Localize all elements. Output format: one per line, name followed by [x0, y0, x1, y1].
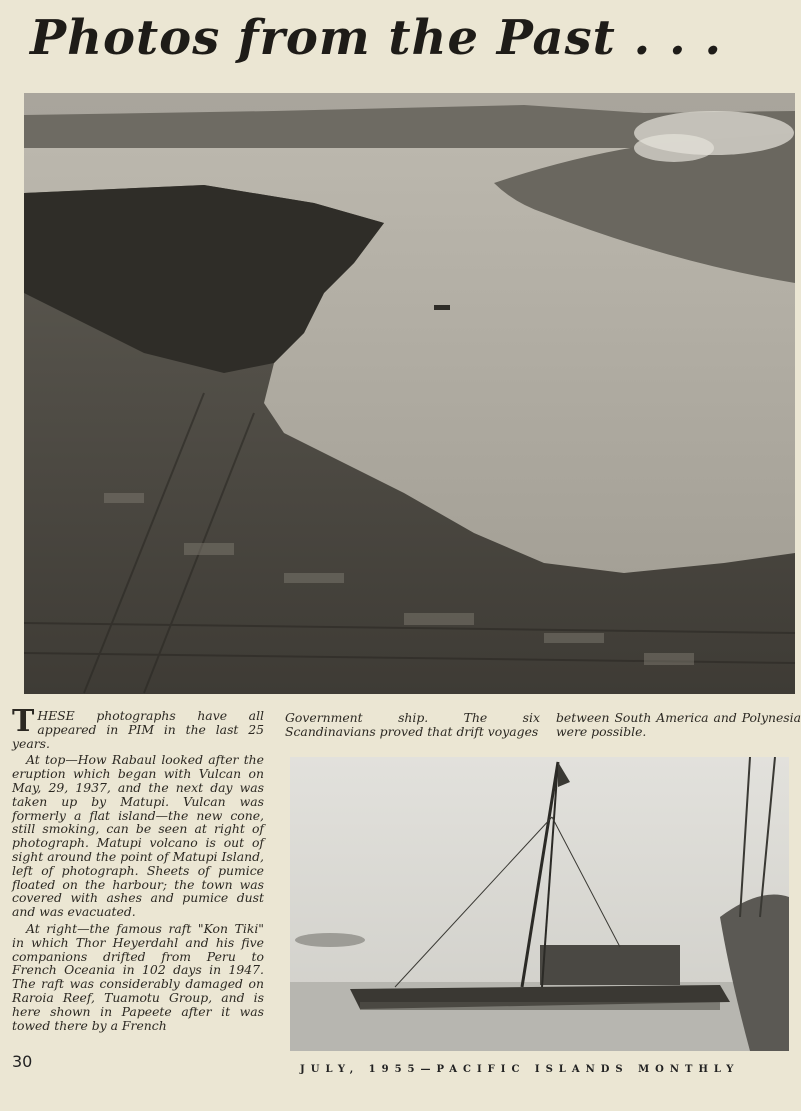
caption-continuation-2: between South America and Polynesia were possible. — [556, 710, 801, 739]
rabaul-aerial-image — [24, 93, 795, 694]
drop-cap: T — [12, 704, 35, 739]
page-number: 30 — [12, 1052, 33, 1071]
top-photograph — [24, 93, 795, 694]
intro-text: HESE photographs have all appeared in PIM in the last 25 years. — [12, 708, 264, 751]
caption-column-3 — [556, 711, 801, 742]
caption-continuation-1: Government ship. The six Scandinavians proved that drift voyages — [285, 710, 540, 739]
intro-paragraph — [12, 704, 264, 751]
running-footer: JULY, 1955—PACIFIC ISLANDS MONTHLY — [300, 1064, 740, 1075]
kon-tiki-raft-image — [290, 757, 789, 1051]
caption-top-photo: At top—How Rabaul looked after the eruption which began with Vulcan on May, 29, 1937, and the next day was taken up by Matupi. Vulcan was formerly a flat island—the new cone, still smoking, can be seen at right of photograph. Matupi volcano is out of sight around the point of Matupi Island, left of photograph. Sheets of pumice floated on the harbour; the town was covered with ashes and pumice dust and was evacuated. — [12, 752, 264, 920]
raft-photograph — [290, 757, 789, 1051]
page-title: Photos from the Past . . . — [30, 10, 723, 66]
caption-column-1 — [12, 704, 264, 1035]
caption-column-2 — [285, 711, 540, 742]
caption-raft-photo: At right—the famous raft "Kon Tiki" in which Thor Heyerdahl and his five companions drifted from Peru to French Oceania in 102 days in 1947. The raft was considerably damaged on Raroia Reef, Tuamotu Group, and is here shown in Papeete after it was towed there by a French — [12, 920, 264, 1033]
